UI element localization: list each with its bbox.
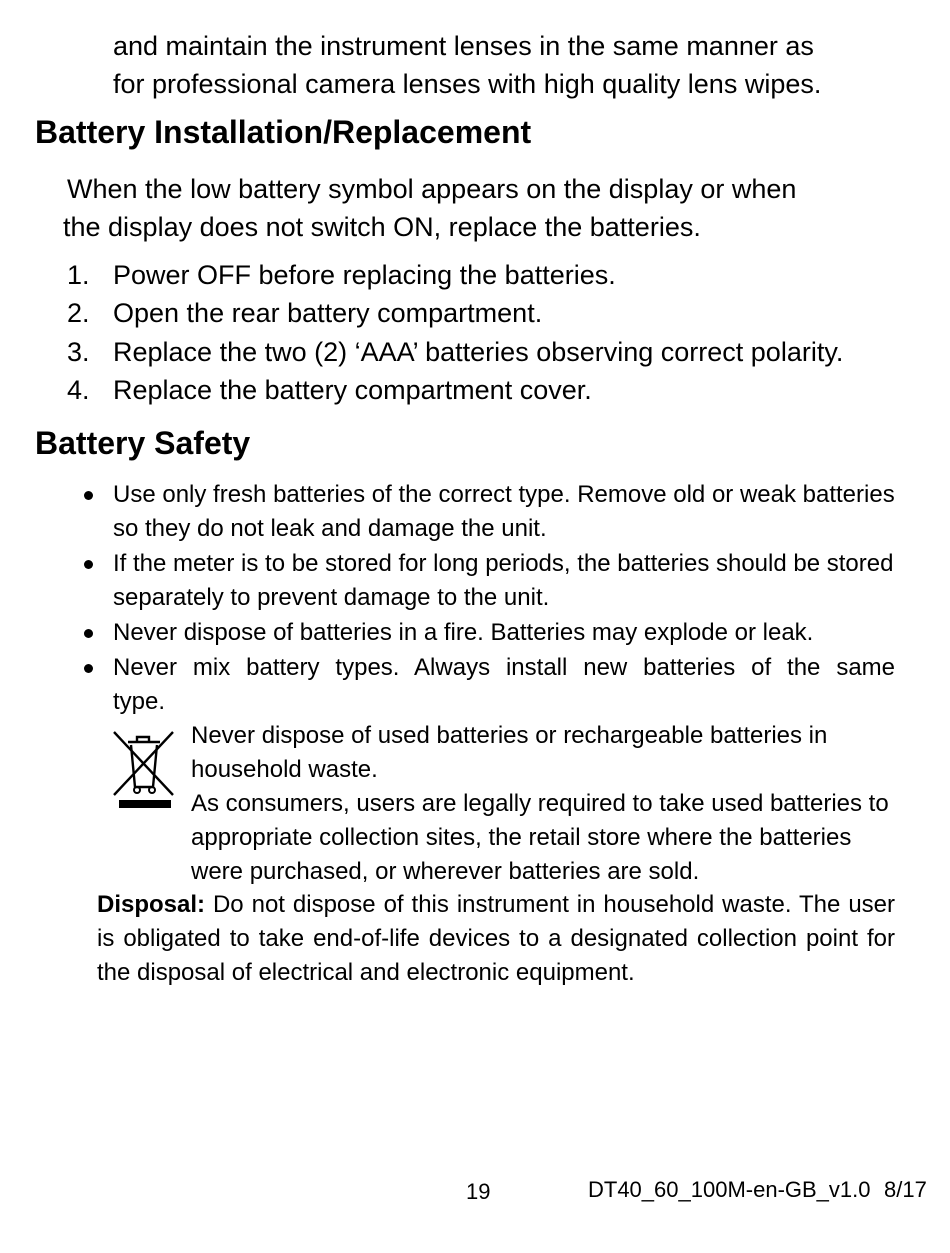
bullet-icon bbox=[84, 560, 93, 569]
doc-page: 8/17 bbox=[884, 1177, 927, 1202]
step-text: Replace the battery compartment cover. bbox=[113, 375, 592, 405]
crossed-out-bin-icon bbox=[111, 729, 177, 811]
safety-bullet-text bbox=[113, 651, 895, 719]
safety-bullet-line: type. bbox=[113, 688, 166, 715]
bullet-icon bbox=[84, 491, 93, 500]
step-text: Open the rear battery compartment. bbox=[113, 298, 543, 328]
intro-line-2: for professional camera lenses with high quality lens wipes. bbox=[113, 69, 822, 99]
bullet-icon bbox=[84, 629, 93, 638]
safety-bullet-text: If the meter is to be stored for long periods, the batteries should be stored separately to prevent damage to the unit. bbox=[113, 550, 894, 611]
safety-bullet-line: Never mix battery types. Always install new batteries of the same bbox=[113, 654, 895, 681]
weee-text-household: Never dispose of used batteries or rechargeable batteries in household waste. bbox=[191, 722, 828, 783]
disposal-paragraph bbox=[97, 888, 895, 990]
step-number: 2. bbox=[67, 298, 90, 328]
safety-bullet-text: Use only fresh batteries of the correct type. Remove old or weak batteries so they do not leak and damage the unit. bbox=[113, 481, 895, 542]
step-number: 1. bbox=[67, 260, 90, 290]
step-number: 3. bbox=[67, 337, 90, 367]
installation-para-line-1: When the low battery symbol appears on the display or when bbox=[67, 174, 797, 204]
disposal-label: Disposal: bbox=[97, 891, 206, 918]
page-number: 19 bbox=[466, 1179, 491, 1204]
doc-id: DT40_60_100M-en-GB_v1.0 bbox=[588, 1177, 871, 1202]
step-text: Power OFF before replacing the batteries. bbox=[113, 260, 616, 290]
battery-installation-heading: Battery Installation/Replacement bbox=[35, 114, 532, 150]
intro-line-1: and maintain the instrument lenses in the same manner as bbox=[113, 31, 814, 61]
step-text: Replace the two (2) ‘AAA’ batteries observing correct polarity. bbox=[113, 337, 844, 367]
bullet-icon bbox=[84, 664, 93, 673]
disposal-text: Do not dispose of this instrument in household waste. The user is obligated to take end-of-life devices to a designated collection point for the disposal of electrical and electronic equipment. bbox=[97, 891, 895, 986]
weee-text-collection: As consumers, users are legally required to take used batteries to appropriate collection sites, the retail store where the batteries were purchased, or wherever batteries are sold. bbox=[191, 790, 889, 885]
step-number: 4. bbox=[67, 375, 90, 405]
battery-safety-heading: Battery Safety bbox=[35, 425, 251, 461]
safety-bullet-text: Never dispose of batteries in a fire. Batteries may explode or leak. bbox=[113, 619, 814, 646]
installation-para-line-2: the display does not switch ON, replace the batteries. bbox=[63, 212, 701, 242]
